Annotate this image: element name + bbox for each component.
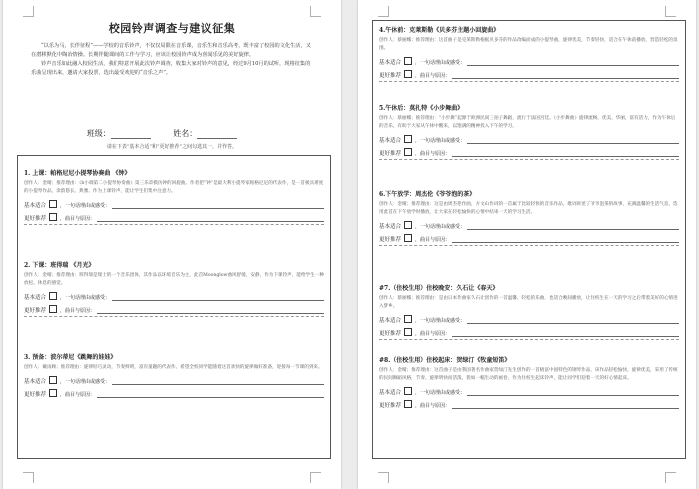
song-item — [379, 283, 679, 340]
basic-hint: ，一句话理由或感受： — [60, 379, 111, 385]
crop-mark — [310, 6, 321, 17]
better-row — [24, 212, 324, 222]
basic-input[interactable] — [112, 292, 324, 301]
better-row — [379, 69, 679, 79]
song-number: #8. — [379, 357, 391, 364]
basic-checkbox[interactable] — [404, 57, 412, 65]
song-time: 上课： — [32, 170, 51, 177]
better-row — [379, 147, 679, 157]
song-number: 6. — [379, 191, 386, 198]
basic-hint: ，一句话理由或感受： — [415, 318, 466, 324]
intro-paragraph: “以乐为马，长伴征程”——学校的音乐铃声，不仅仅局限在音乐课，音乐生和音乐高考，既丰富了校园的文化生活，又在潜移默化中陶冶情操。长期伴随课间的工作与学习，应该让校园铃声成为喜闻乐见的美好旋律。 — [31, 43, 311, 58]
song-number: 4. — [379, 27, 386, 34]
basic-input[interactable] — [467, 135, 679, 144]
song-item — [24, 168, 324, 225]
song-title — [379, 25, 679, 34]
survey-frame-right — [372, 20, 686, 459]
song-item — [379, 189, 679, 246]
better-hint: ，曲目与原因： — [415, 151, 451, 157]
basic-row — [379, 134, 679, 144]
song-time: 下午放学： — [385, 191, 416, 198]
basic-hint: ，一句话理由或感受： — [60, 203, 111, 209]
song-name: 克莱斯勒《贝多芬主题小回旋曲》 — [409, 27, 500, 34]
better-input[interactable] — [452, 70, 679, 79]
better-label: 更好推荐 — [24, 216, 47, 222]
basic-input[interactable] — [467, 221, 679, 230]
basic-input[interactable] — [467, 315, 679, 324]
song-number: 1. — [24, 170, 31, 177]
song-name: 久石让《春天》 — [456, 285, 499, 292]
better-hint: ，曲目与原因： — [415, 403, 451, 409]
basic-hint: ，一句话理由或感受： — [415, 390, 466, 396]
divider — [379, 339, 679, 340]
song-desc: 创作人：蔡丽娜；推荐理由：是由日本作曲家久石让创作的一首温馨、轻松的乐曲，也适合晚间播放，让住校生在一天的学习之后带着美好的心情进入梦乡。 — [379, 296, 678, 309]
better-label: 更好推荐 — [379, 73, 402, 79]
basic-checkbox[interactable] — [404, 135, 412, 143]
song-number: 3. — [24, 354, 31, 361]
intro-paragraph: 铃声音乐如此融入校园生活，我们特意开展此次铃声调查，收集大家对铃声的意见，经过9月10月的试听，现将征集的乐曲呈现出来，邀请大家投票，选出最受欢迎的“音乐之声”。 — [31, 61, 311, 76]
song-name: 波尔蒂尼《跳舞的娃娃》 — [50, 354, 117, 361]
divider — [24, 316, 324, 317]
divider — [24, 224, 324, 225]
crop-mark — [310, 472, 321, 483]
better-label: 更好推荐 — [379, 237, 402, 243]
basic-label: 基本适合 — [379, 138, 402, 144]
song-item — [24, 352, 324, 398]
better-checkbox[interactable] — [404, 148, 412, 156]
basic-checkbox[interactable] — [404, 315, 412, 323]
better-label: 更好推荐 — [24, 392, 47, 398]
better-input[interactable] — [97, 305, 324, 314]
basic-hint: ，一句话理由或感受： — [415, 224, 466, 230]
better-label: 更好推荐 — [379, 403, 402, 409]
basic-input[interactable] — [467, 387, 679, 396]
song-desc: 创作人：戴雨顾；推荐理由：旋律轻巧灵动，节奏鲜明，富有童趣的代表作。希望全校同学能随着这首欢快的旋律做好准备，迎接每一节课的到来。 — [24, 365, 323, 370]
song-number: 5. — [379, 105, 386, 112]
better-label: 更好推荐 — [379, 151, 402, 157]
survey-frame-left — [17, 155, 331, 459]
better-checkbox[interactable] — [49, 389, 57, 397]
better-input[interactable] — [97, 389, 324, 398]
basic-row — [379, 314, 679, 324]
basic-input[interactable] — [467, 57, 679, 66]
basic-label: 基本适合 — [379, 224, 402, 230]
better-label: 更好推荐 — [379, 331, 402, 337]
intro-text — [31, 42, 313, 78]
basic-label: 基本适合 — [379, 60, 402, 66]
better-checkbox[interactable] — [404, 234, 412, 242]
song-desc: 创作人：蔡丽娜；推荐理由：这首曲子是克莱斯勒根据贝多芬的作品改编而成的小提琴曲，旋律优美，节奏轻快，适合在午休前播放，营造轻松的氛围。 — [379, 38, 678, 51]
song-time: 预备： — [32, 354, 51, 361]
basic-row — [379, 386, 679, 396]
song-desc: 创作人：金晴；推荐理由：这首曲子是由我国著名作曲家贺绿汀先生创作的一首极富中国特色的钢琴作品，该作品轻松愉快，旋律优美，采用了传统的民间舞蹈风格，节奏、旋律明快而活泼，犹如一幅生动的画卷，作为住校生起床铃声，能让同学们迎着一天的好心情起床。 — [379, 368, 678, 381]
song-name: 贺绿汀《牧童短笛》 — [456, 357, 511, 364]
song-item — [24, 260, 324, 317]
song-time: 午休前： — [385, 27, 410, 34]
crop-mark — [378, 472, 389, 483]
song-title — [24, 168, 324, 177]
song-title — [24, 352, 324, 361]
song-name: 班得瑞 《月光》 — [50, 262, 95, 269]
song-item — [379, 25, 679, 82]
basic-checkbox[interactable] — [404, 221, 412, 229]
basic-input[interactable] — [112, 376, 324, 385]
divider — [379, 81, 679, 82]
song-time: 午休后： — [385, 105, 410, 112]
better-input[interactable] — [452, 148, 679, 157]
document-title: 校园铃声调查与建议征集 — [108, 22, 236, 35]
basic-checkbox[interactable] — [49, 200, 57, 208]
song-number: #7. — [379, 285, 391, 292]
better-checkbox[interactable] — [404, 70, 412, 78]
song-title — [379, 283, 679, 292]
name-input[interactable] — [197, 130, 237, 139]
better-label: 更好推荐 — [24, 308, 47, 314]
basic-hint: ，一句话理由或感受： — [415, 60, 466, 66]
song-title — [379, 189, 679, 198]
song-time: 下课： — [32, 262, 51, 269]
better-hint: ，曲目与原因： — [60, 308, 96, 314]
name-label: 姓名： — [173, 129, 198, 138]
basic-checkbox[interactable] — [404, 387, 412, 395]
song-desc: 创作人：蔡丽娜；推荐理由：“小步舞”起源于欧洲民间三拍子舞蹈，流行于法国宫廷。《小步舞曲》旋律流畅、优美、华丽，富有活力，作为午休后的音乐，有助于大家从午休中醒来，以饱满的精神投入下午的学习。 — [379, 116, 676, 129]
better-checkbox[interactable] — [404, 328, 412, 336]
song-desc: 创作人：金晴；推荐理由：《b小调第二小提琴协奏曲》第三乐章模仿钟的回旋曲。作者把“钟”是最大利小提琴家帕格尼尼的代表作，是一首极具难度的小提琴作品，余韵悠长、典雅、作为上课铃声，能让学生们集中注意力。 — [24, 181, 324, 194]
song-desc: 创作人：金晴；推荐理由：班得瑞是瑞士的一个音乐团体，其作品以环境音乐为主，此首Moonglow曲风舒缓，安静，作为下课铃声，能给学生一种放松、休息的感觉。 — [24, 273, 324, 286]
basic-checkbox[interactable] — [49, 292, 57, 300]
basic-row — [24, 199, 324, 209]
better-checkbox[interactable] — [49, 213, 57, 221]
page-left — [3, 0, 341, 489]
basic-row — [379, 220, 679, 230]
song-item — [379, 103, 679, 160]
better-input[interactable] — [452, 234, 679, 243]
basic-label: 基本适合 — [24, 379, 47, 385]
page-right — [358, 0, 696, 489]
basic-label: 基本适合 — [379, 390, 402, 396]
basic-label: 基本适合 — [24, 295, 47, 301]
song-title — [24, 260, 324, 269]
class-name-fields — [3, 128, 341, 139]
better-hint: ，曲目与原因： — [415, 331, 451, 337]
song-name: 帕格尼尼小提琴协奏曲 《钟》 — [50, 170, 131, 177]
better-hint: ，曲目与原因： — [415, 73, 451, 79]
divider — [379, 159, 679, 160]
better-row — [379, 399, 679, 409]
better-row — [24, 304, 324, 314]
song-title — [379, 103, 679, 112]
crop-mark — [378, 6, 389, 17]
basic-row — [379, 56, 679, 66]
song-name: 周杰伦《爷爷泡的茶》 — [415, 191, 476, 198]
basic-label: 基本适合 — [24, 203, 47, 209]
better-input[interactable] — [452, 400, 679, 409]
instruction-text: 请在下表“基本合适”和“更好推荐”之间勾选其一，并作答。 — [106, 144, 238, 150]
better-hint: ，曲目与原因： — [60, 392, 96, 398]
better-checkbox[interactable] — [49, 305, 57, 313]
song-number: 2. — [24, 262, 31, 269]
class-label: 班级： — [86, 129, 111, 138]
basic-hint: ，一句话理由或感受： — [60, 295, 111, 301]
better-row — [379, 327, 679, 337]
song-title — [379, 355, 679, 364]
better-checkbox[interactable] — [404, 400, 412, 408]
better-input[interactable] — [97, 213, 324, 222]
crop-mark — [23, 472, 34, 483]
crop-mark — [665, 6, 676, 17]
crop-mark — [665, 472, 676, 483]
class-input[interactable] — [111, 130, 151, 139]
song-name: 莫扎特《小步舞曲》 — [409, 105, 464, 112]
better-row — [379, 233, 679, 243]
better-hint: ，曲目与原因： — [60, 216, 96, 222]
better-row — [24, 388, 324, 398]
song-desc: 创作人：金晴；推荐理由：这是由周杰伦作曲，方文山作词的一首属于比较轻快的音乐作品，歌词讲述了爷爷泡茶的故事，充满温馨的生活气息，选用此首在下午放学时播放，让大家在轻松愉快的心情中结束一天的学习生活。 — [379, 202, 678, 215]
song-time: （住校生用）住校起床： — [390, 357, 457, 364]
better-hint: ，曲目与原因： — [415, 237, 451, 243]
basic-row — [24, 291, 324, 301]
basic-hint: ，一句话理由或感受： — [415, 138, 466, 144]
basic-input[interactable] — [112, 200, 324, 209]
song-item — [379, 355, 679, 409]
song-time: （住校生用）住校晚安： — [390, 285, 457, 292]
better-input[interactable] — [452, 328, 679, 337]
crop-mark — [23, 6, 34, 17]
basic-checkbox[interactable] — [49, 376, 57, 384]
basic-row — [24, 375, 324, 385]
basic-label: 基本适合 — [379, 318, 402, 324]
divider — [379, 245, 679, 246]
